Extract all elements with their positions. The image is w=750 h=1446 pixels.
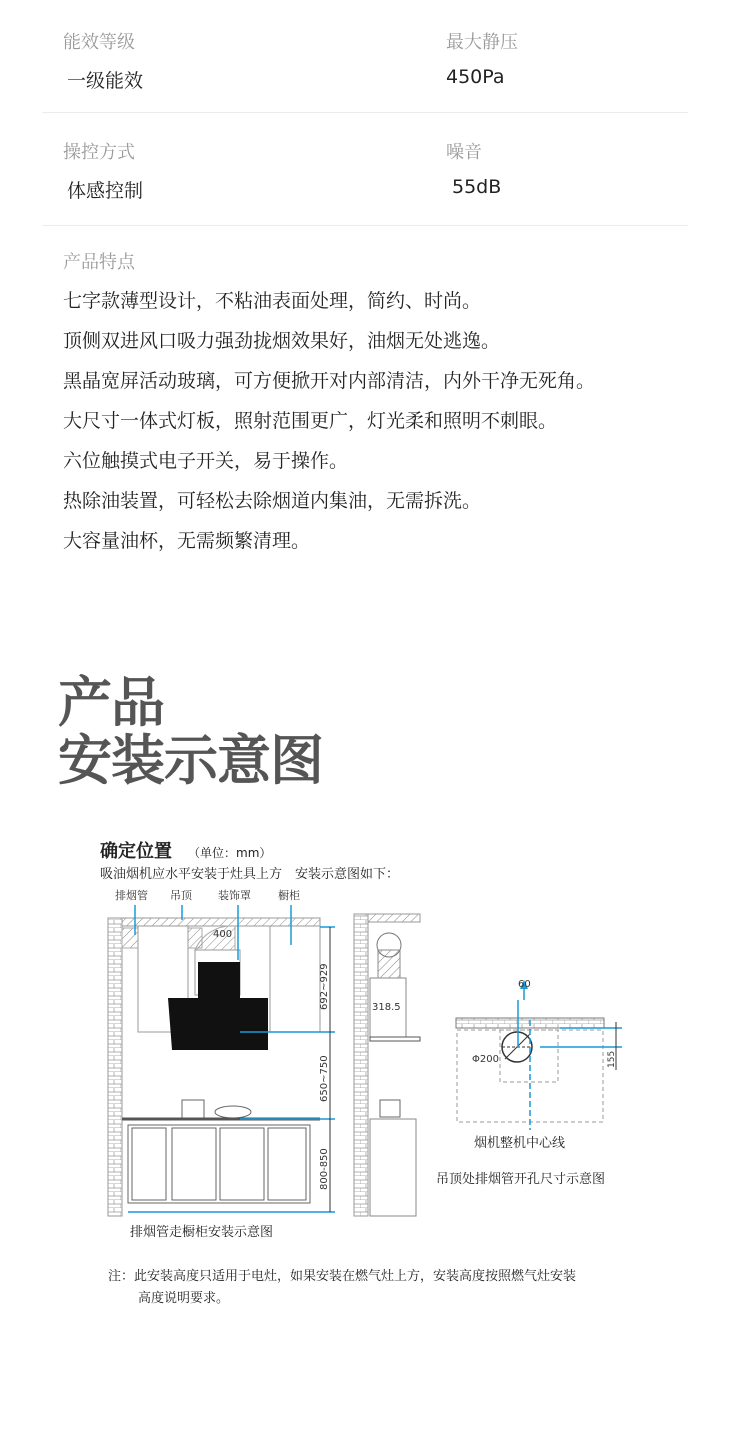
feature-item: 黑晶宽屏活动玻璃，可方便掀开对内部清洁，内外干净无死角。 (63, 370, 596, 392)
feature-item: 大容量油杯，无需频繁清理。 (63, 530, 311, 552)
spec-row-2 (42, 113, 688, 226)
feature-item: 热除油装置，可轻松去除烟道内集油，无需拆洗。 (63, 490, 482, 512)
feature-item: 六位触摸式电子开关，易于操作。 (63, 450, 349, 472)
dim-mid: 650~750 (319, 1055, 330, 1102)
spec-value: 一级能效 (67, 70, 144, 92)
spec-row-1 (42, 0, 688, 113)
spec-label: 最大静压 (446, 32, 518, 53)
feature-item: 顶侧双进风口吸力强劲拢烟效果好，油烟无处逃逸。 (63, 330, 501, 352)
installation-diagram (0, 820, 750, 1320)
dim-60: 60 (518, 979, 531, 990)
dim-bot: 800-850 (319, 1148, 330, 1190)
note-line2: 高度说明要求。 (138, 1291, 230, 1306)
features-title: 产品特点 (63, 252, 135, 273)
range-hood (168, 998, 268, 1050)
wall (108, 918, 122, 1216)
spec-value: 体感控制 (67, 180, 144, 202)
label-exhaust-pipe: 排烟管 (115, 889, 148, 902)
spec-value: 55dB (452, 176, 502, 198)
caption-left: 排烟管走橱柜安装示意图 (130, 1225, 274, 1240)
feature-item: 七字款薄型设计，不粘油表面处理，简约、时尚。 (63, 290, 482, 312)
wall-cabinet (270, 926, 320, 1032)
dim-depth: 318.5 (372, 1002, 401, 1013)
dim-155: 155 (607, 1050, 617, 1068)
spec-value: 450Pa (446, 66, 505, 88)
section-title-line1: 产品 (58, 671, 164, 734)
spec-label: 操控方式 (63, 142, 135, 163)
diagram-title: 确定位置 (100, 841, 172, 862)
label-ceiling: 吊顶 (170, 889, 192, 902)
label-cabinet: 橱柜 (278, 889, 300, 902)
dim-top: 692~929 (319, 963, 330, 1010)
note-line1: 注：此安装高度只适用于电灶，如果安装在燃气灶上方，安装高度按照燃气灶安装 (108, 1269, 577, 1284)
hood-chimney (198, 962, 240, 1002)
dim-phi: Φ200 (472, 1054, 499, 1065)
spec-label: 噪音 (446, 142, 482, 163)
section-title-line2: 安装示意图 (58, 729, 323, 792)
label-cover: 装饰罩 (218, 889, 251, 902)
caption-right: 吊顶处排烟管开孔尺寸示意图 (436, 1172, 606, 1187)
feature-item: 大尺寸一体式灯板，照射范围更广，灯光柔和照明不刺眼。 (63, 410, 558, 432)
diagram-subtitle: 吸油烟机应水平安装于灶具上方 安装示意图如下： (100, 867, 400, 882)
center-line-label: 烟机整机中心线 (474, 1136, 566, 1151)
dim-400: 400 (213, 929, 233, 940)
diagram-unit: （单位：mm） (188, 846, 272, 860)
spec-label: 能效等级 (63, 32, 135, 53)
